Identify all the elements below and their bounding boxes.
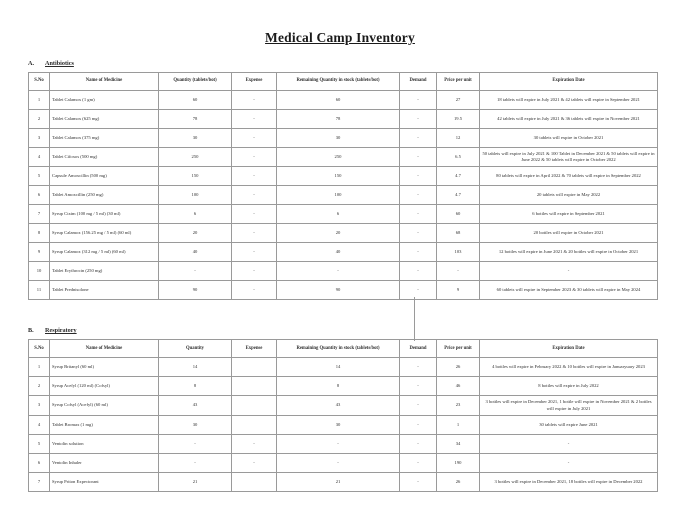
cell-expiration: - xyxy=(480,453,658,472)
cell-expiration: 3 bottles will expire in December 2021, 1 bottle will expire in November 2021 & 2 bottles will expire in July 2021 xyxy=(480,396,658,415)
cell-sno: 3 xyxy=(29,396,50,415)
stray-table-border xyxy=(414,297,415,341)
cell-expense: - xyxy=(232,110,277,129)
cell-name: Tablet Erythrocin (250 mg) xyxy=(50,262,159,281)
cell-demand: - xyxy=(400,453,437,472)
section-letter: A. xyxy=(28,60,35,67)
cell-demand: - xyxy=(400,396,437,415)
cell-price: 4.7 xyxy=(437,167,480,186)
cell-price: 12 xyxy=(437,129,480,148)
cell-demand: - xyxy=(400,129,437,148)
cell-quantity: 21 xyxy=(159,472,232,491)
cell-sno: 11 xyxy=(29,281,50,300)
cell-price: 190 xyxy=(437,453,480,472)
cell-sno: 3 xyxy=(29,129,50,148)
cell-price: 19.5 xyxy=(437,110,480,129)
cell-demand: - xyxy=(400,262,437,281)
cell-remaining: 30 xyxy=(277,129,400,148)
table-row xyxy=(29,110,658,129)
section-antibiotics xyxy=(0,60,680,300)
cell-expense: - xyxy=(232,205,277,224)
table-row xyxy=(29,148,658,167)
table-row xyxy=(29,129,658,148)
cell-quantity: - xyxy=(159,453,232,472)
cell-quantity: 40 xyxy=(159,243,232,262)
cell-expiration: 80 tablets will expire in April 2022 & 70 tablets will expire in September 2022 xyxy=(480,167,658,186)
cell-expense: - xyxy=(232,453,277,472)
table-header-row xyxy=(29,340,658,358)
table-row xyxy=(29,91,658,110)
table-row xyxy=(29,415,658,434)
cell-price: 1 xyxy=(437,415,480,434)
cell-quantity: 78 xyxy=(159,110,232,129)
cell-demand: - xyxy=(400,205,437,224)
cell-expense: - xyxy=(232,91,277,110)
cell-sno: 7 xyxy=(29,472,50,491)
cell-expiration: 30 tablets will expire in October 2021 xyxy=(480,129,658,148)
cell-demand: - xyxy=(400,224,437,243)
cell-demand: - xyxy=(400,186,437,205)
cell-sno: 2 xyxy=(29,110,50,129)
cell-expiration: - xyxy=(480,434,658,453)
cell-demand: - xyxy=(400,434,437,453)
cell-expiration: 12 bottles will expire in June 2021 & 20 bottles will expire in October 2021 xyxy=(480,243,658,262)
cell-remaining: - xyxy=(277,262,400,281)
cell-name: Syrup Priton Expectorant xyxy=(50,472,159,491)
cell-name: Syrup Britanyl (60 ml) xyxy=(50,358,159,377)
cell-quantity: 8 xyxy=(159,377,232,396)
column-header-sno: S.No xyxy=(29,340,50,358)
cell-sno: 6 xyxy=(29,186,50,205)
cell-expiration: 8 bottles will expire in July 2022 xyxy=(480,377,658,396)
cell-quantity: - xyxy=(159,262,232,281)
table-row xyxy=(29,434,658,453)
cell-quantity: 30 xyxy=(159,415,232,434)
cell-expense xyxy=(232,377,277,396)
cell-expense: - xyxy=(232,224,277,243)
cell-expense: - xyxy=(232,148,277,167)
table-row xyxy=(29,472,658,491)
cell-remaining: 250 xyxy=(277,148,400,167)
section-heading-antibiotics xyxy=(28,60,658,67)
column-header-expense: Expense xyxy=(232,340,277,358)
cell-demand: - xyxy=(400,415,437,434)
cell-quantity: 60 xyxy=(159,91,232,110)
cell-sno: 6 xyxy=(29,453,50,472)
cell-expense xyxy=(232,415,277,434)
table-row xyxy=(29,224,658,243)
column-header-expiration: Expiration Date xyxy=(480,340,658,358)
cell-expense: - xyxy=(232,281,277,300)
cell-quantity: 100 xyxy=(159,186,232,205)
column-header-demand: Demand xyxy=(400,73,437,91)
cell-remaining: 40 xyxy=(277,243,400,262)
cell-expiration: 18 tablets will expire in July 2021 & 42 tablets will expire in September 2021 xyxy=(480,91,658,110)
cell-price: 26 xyxy=(437,472,480,491)
cell-name: Syrup Acefyl (120 ml) (Cofsyl) xyxy=(50,377,159,396)
cell-expense xyxy=(232,358,277,377)
cell-remaining: 150 xyxy=(277,167,400,186)
column-header-quantity: Quantity (tablets/bot) xyxy=(159,73,232,91)
cell-demand: - xyxy=(400,377,437,396)
cell-remaining: 43 xyxy=(277,396,400,415)
cell-remaining: 100 xyxy=(277,186,400,205)
cell-demand: - xyxy=(400,91,437,110)
cell-expiration: 6 bottles will expire in September 2021 xyxy=(480,205,658,224)
cell-expense xyxy=(232,472,277,491)
cell-demand: - xyxy=(400,358,437,377)
column-header-remaining: Remaining Quantity in stock (tablets/bot) xyxy=(277,73,400,91)
cell-remaining: 14 xyxy=(277,358,400,377)
table-header-row xyxy=(29,73,658,91)
cell-sno: 10 xyxy=(29,262,50,281)
column-header-remaining: Remaining Quantity in stock (tablets/bot) xyxy=(277,340,400,358)
cell-price: 60 xyxy=(437,205,480,224)
column-header-price: Price per unit xyxy=(437,73,480,91)
table-row xyxy=(29,186,658,205)
cell-name: Tablet Calamox (375 mg) xyxy=(50,129,159,148)
cell-price: 4.7 xyxy=(437,186,480,205)
column-header-name: Name of Medicine xyxy=(50,340,159,358)
section-title: Antibiotics xyxy=(45,60,74,67)
cell-quantity: 90 xyxy=(159,281,232,300)
cell-remaining: 90 xyxy=(277,281,400,300)
table-row xyxy=(29,377,658,396)
cell-expiration: 50 tablets will expire in July 2021 & 100 Tablet in December 2021 & 50 tablets will expire in June 2022 & 50 tablets will expire in October 2022 xyxy=(480,148,658,167)
respiratory-table xyxy=(28,339,658,491)
cell-price: 23 xyxy=(437,396,480,415)
cell-name: Tablet Calamox (625 mg) xyxy=(50,110,159,129)
section-letter: B. xyxy=(28,327,34,335)
cell-expense: - xyxy=(232,262,277,281)
cell-expiration: 30 tablets will expire June 2021 xyxy=(480,415,658,434)
cell-name: Syrup Calamox (312 mg / 5 ml) (60 ml) xyxy=(50,243,159,262)
cell-demand: - xyxy=(400,167,437,186)
cell-name: Tablet Calamox (1 gm) xyxy=(50,91,159,110)
cell-name: Tablet Cifoxos (500 mg) xyxy=(50,148,159,167)
document-page xyxy=(0,30,680,511)
column-header-expense: Expense xyxy=(232,73,277,91)
table-row xyxy=(29,205,658,224)
table-row xyxy=(29,453,658,472)
cell-remaining: 20 xyxy=(277,224,400,243)
cell-expiration: 20 tablets will expire in May 2022 xyxy=(480,186,658,205)
cell-expense: - xyxy=(232,129,277,148)
cell-name: Syrup Cixim (100 mg / 5 ml) (30 ml) xyxy=(50,205,159,224)
cell-remaining: 6 xyxy=(277,205,400,224)
cell-price: 27 xyxy=(437,91,480,110)
antibiotics-table xyxy=(28,72,658,300)
cell-name: Capsule Amoxcillin (500 mg) xyxy=(50,167,159,186)
cell-quantity: 250 xyxy=(159,148,232,167)
cell-demand: - xyxy=(400,472,437,491)
cell-price: - xyxy=(437,262,480,281)
cell-price: 9 xyxy=(437,281,480,300)
cell-expiration: - xyxy=(480,262,658,281)
column-header-name: Name of Medicine xyxy=(50,73,159,91)
table-row xyxy=(29,281,658,300)
cell-remaining: 60 xyxy=(277,91,400,110)
cell-sno: 5 xyxy=(29,167,50,186)
cell-expense: - xyxy=(232,434,277,453)
cell-expiration: 42 tablets will expire in July 2021 & 36 tablets will expire in November 2021 xyxy=(480,110,658,129)
section-heading-respiratory xyxy=(28,327,658,334)
table-row xyxy=(29,396,658,415)
cell-expense: - xyxy=(232,167,277,186)
cell-price: 34 xyxy=(437,434,480,453)
cell-expiration: 4 bottles will expire in February 2022 & 10 bottles will expire in Januaryuary 2023 xyxy=(480,358,658,377)
cell-name: Ventolin solution xyxy=(50,434,159,453)
cell-quantity: 14 xyxy=(159,358,232,377)
cell-demand: - xyxy=(400,148,437,167)
cell-quantity: - xyxy=(159,434,232,453)
cell-sno: 8 xyxy=(29,224,50,243)
section-respiratory xyxy=(0,327,680,491)
cell-demand: - xyxy=(400,110,437,129)
table-row xyxy=(29,167,658,186)
cell-remaining: 8 xyxy=(277,377,400,396)
cell-quantity: 43 xyxy=(159,396,232,415)
column-header-demand: Demand xyxy=(400,340,437,358)
cell-sno: 1 xyxy=(29,358,50,377)
cell-name: Syrup Cofsyl (Acefyl) (60 ml) xyxy=(50,396,159,415)
cell-quantity: 30 xyxy=(159,129,232,148)
cell-quantity: 150 xyxy=(159,167,232,186)
cell-price: 6.5 xyxy=(437,148,480,167)
cell-sno: 2 xyxy=(29,377,50,396)
cell-expiration: 3 bottles will expire in December 2021, 18 bottles will expire in December 2022 xyxy=(480,472,658,491)
cell-expense: - xyxy=(232,186,277,205)
cell-remaining: - xyxy=(277,434,400,453)
cell-quantity: 6 xyxy=(159,205,232,224)
cell-remaining: 30 xyxy=(277,415,400,434)
cell-demand: - xyxy=(400,243,437,262)
cell-price: 46 xyxy=(437,377,480,396)
column-header-sno: S.No xyxy=(29,73,50,91)
cell-name: Syrup Calamox (156.25 mg / 5 ml) (60 ml) xyxy=(50,224,159,243)
cell-sno: 4 xyxy=(29,415,50,434)
section-title: Respiratory xyxy=(45,327,77,335)
cell-sno: 9 xyxy=(29,243,50,262)
table-row xyxy=(29,358,658,377)
cell-quantity: 20 xyxy=(159,224,232,243)
cell-remaining: - xyxy=(277,453,400,472)
column-header-quantity: Quantity xyxy=(159,340,232,358)
cell-demand: - xyxy=(400,281,437,300)
table-row xyxy=(29,243,658,262)
cell-name: Tablet Bromax (1 mg) xyxy=(50,415,159,434)
cell-name: Tablet Prednisolone xyxy=(50,281,159,300)
cell-remaining: 21 xyxy=(277,472,400,491)
cell-price: 103 xyxy=(437,243,480,262)
cell-name: Tablet Amoxcillin (250 mg) xyxy=(50,186,159,205)
cell-name: Ventolin Inhaler xyxy=(50,453,159,472)
page-title: Medical Camp Inventory xyxy=(265,30,415,45)
cell-sno: 7 xyxy=(29,205,50,224)
cell-price: 26 xyxy=(437,358,480,377)
cell-remaining: 78 xyxy=(277,110,400,129)
cell-sno: 4 xyxy=(29,148,50,167)
cell-sno: 1 xyxy=(29,91,50,110)
cell-expense: - xyxy=(232,243,277,262)
table-row xyxy=(29,262,658,281)
cell-sno: 5 xyxy=(29,434,50,453)
cell-expense xyxy=(232,396,277,415)
column-header-expiration: Expiration Date xyxy=(480,73,658,91)
cell-price: 68 xyxy=(437,224,480,243)
column-header-price: Price per unit xyxy=(437,340,480,358)
cell-expiration: 20 bottles will expire in October 2021 xyxy=(480,224,658,243)
cell-expiration: 60 tablets will expire in September 2023 & 30 tablets will expire in May 2024 xyxy=(480,281,658,300)
